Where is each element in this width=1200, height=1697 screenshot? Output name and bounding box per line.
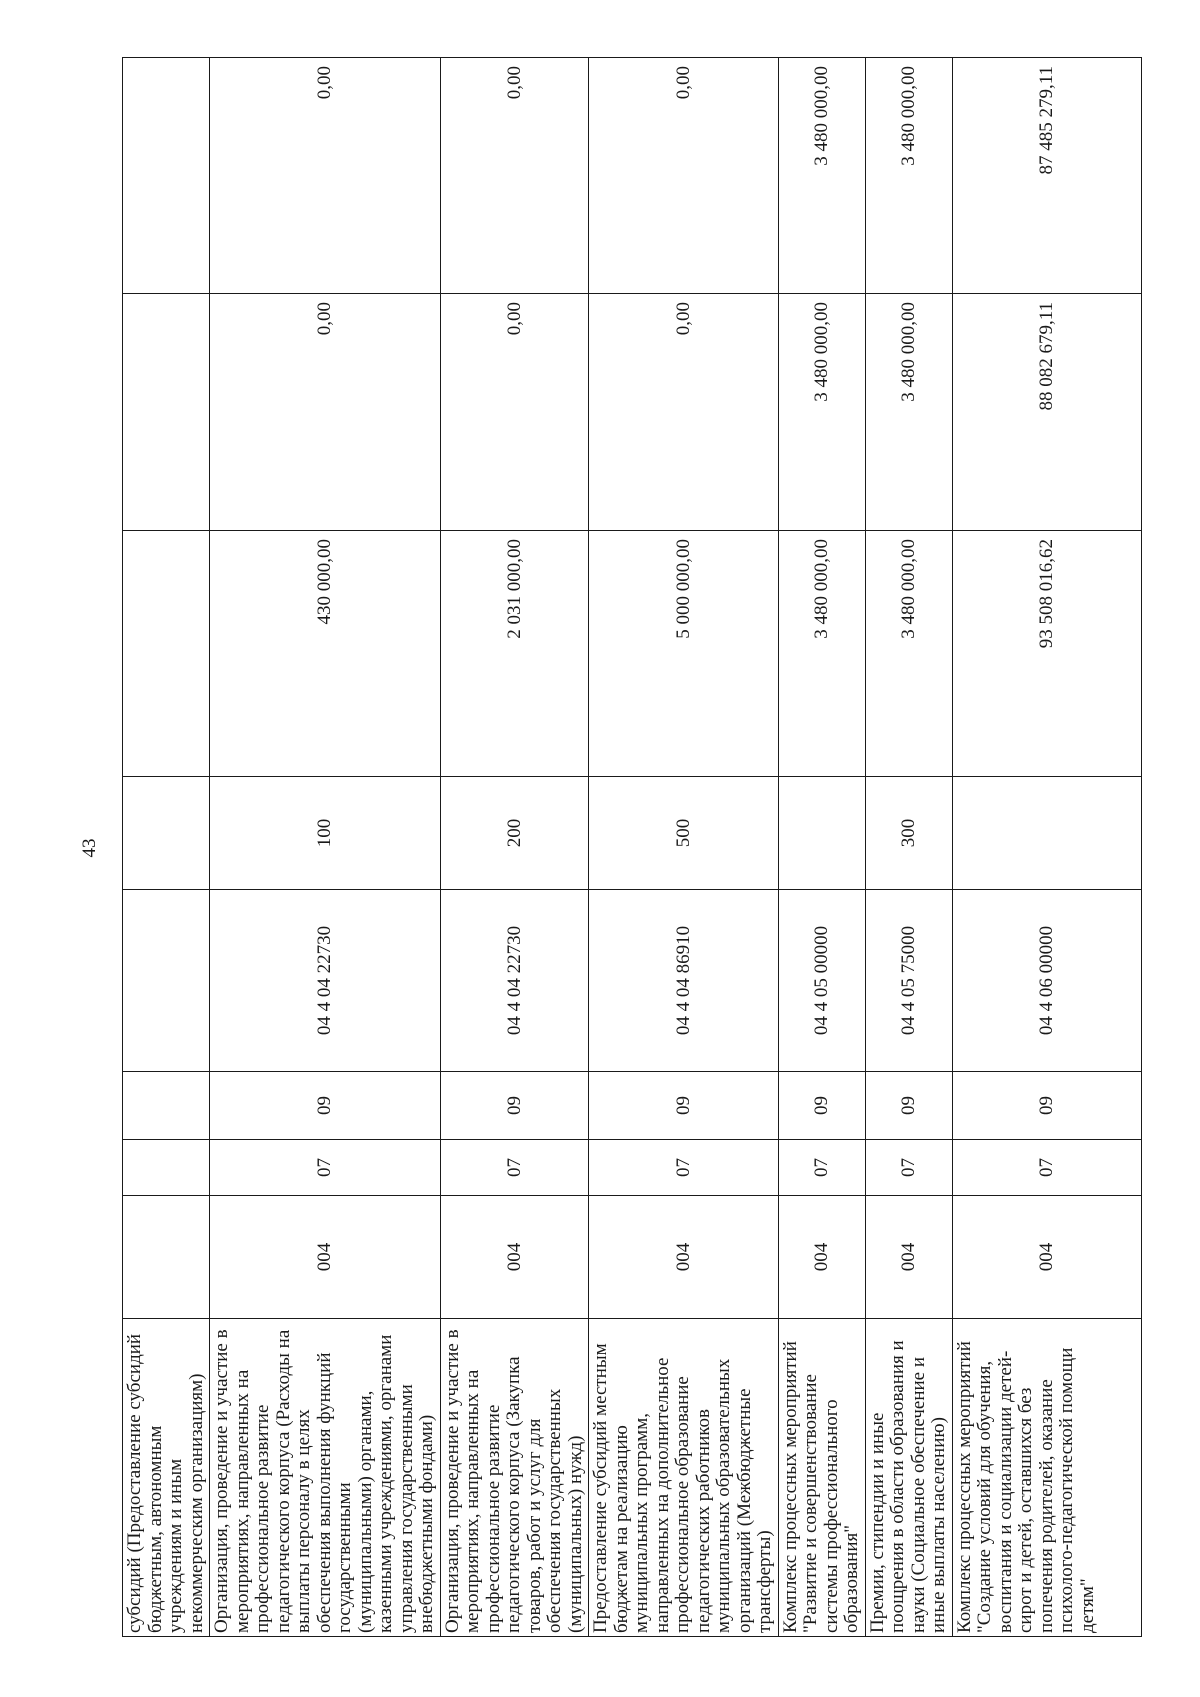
amount-year3-cell: 87 485 279,11 (952, 58, 1141, 294)
amount-year2-cell (123, 294, 210, 531)
dept-code-cell: 004 (210, 1196, 441, 1319)
dept-code-cell: 004 (952, 1196, 1141, 1319)
expense-type-cell: 500 (589, 777, 779, 890)
row-description: Комплекс процессных мероприятий "Развитие и совершенствование системы профессионального образования" (778, 1319, 865, 1637)
amount-year2-cell: 3 480 000,00 (865, 294, 952, 531)
dept-code-cell: 004 (440, 1196, 589, 1319)
table-row (952, 58, 1141, 1637)
dept-code-cell: 004 (865, 1196, 952, 1319)
row-description: Комплекс процессных мероприятий "Создание условий для обучения, воспитания и социализации детей-сирот и детей, оставшихся без попечения родителей, оказание психолого-педагогической помощи детям" (952, 1319, 1141, 1637)
section-code-cell: 07 (952, 1140, 1141, 1196)
amount-year1-cell: 3 480 000,00 (778, 531, 865, 777)
table-row (440, 58, 589, 1637)
page-number: 43 (79, 838, 100, 858)
budget-table-rotated (122, 58, 1098, 1637)
target-article-cell: 04 4 05 75000 (865, 890, 952, 1072)
target-article-cell (123, 890, 210, 1072)
row-description: Предоставление субсидий местным бюджетам на реализацию муниципальных программ, направленных на дополнительное профессиональное образование педагогических работников муниципальных образовательных организаций (Межбюджетные трансферты) (589, 1319, 779, 1637)
dept-code-cell: 004 (589, 1196, 779, 1319)
amount-year2-cell: 3 480 000,00 (778, 294, 865, 531)
row-description: Организация, проведение и участие в мероприятиях, направленных на профессиональное развитие педагогического корпуса (Расходы на выплаты персоналу в целях обеспечения выполнения функций государственными (муниципальными) органами, казенными учреждениями, органами управления государственными внебюджетными фондами) (210, 1319, 441, 1637)
target-article-cell: 04 4 04 22730 (440, 890, 589, 1072)
section-code-cell: 07 (589, 1140, 779, 1196)
target-article-cell: 04 4 04 86910 (589, 890, 779, 1072)
expense-type-cell (952, 777, 1141, 890)
dept-code-cell: 004 (778, 1196, 865, 1319)
table-row (778, 58, 865, 1637)
table-row (589, 58, 779, 1637)
amount-year2-cell: 88 082 679,11 (952, 294, 1141, 531)
amount-year1-cell: 3 480 000,00 (865, 531, 952, 777)
expense-type-cell (778, 777, 865, 890)
table-row (123, 58, 210, 1637)
row-description: Организация, проведение и участие в мероприятиях, направленных на профессиональное развитие педагогического корпуса (Закупка товаров, работ и услуг для обеспечения государственных (муниципальных) нужд) (440, 1319, 589, 1637)
amount-year3-cell (123, 58, 210, 294)
target-article-cell: 04 4 05 00000 (778, 890, 865, 1072)
section-code-cell (123, 1140, 210, 1196)
expense-type-cell: 100 (210, 777, 441, 890)
subsection-code-cell (123, 1072, 210, 1140)
amount-year3-cell: 0,00 (589, 58, 779, 294)
subsection-code-cell: 09 (865, 1072, 952, 1140)
subsection-code-cell: 09 (952, 1072, 1141, 1140)
table-row (865, 58, 952, 1637)
amount-year3-cell: 0,00 (440, 58, 589, 294)
amount-year1-cell: 430 000,00 (210, 531, 441, 777)
amount-year3-cell: 3 480 000,00 (778, 58, 865, 294)
budget-table (122, 57, 1142, 1637)
subsection-code-cell: 09 (210, 1072, 441, 1140)
amount-year1-cell (123, 531, 210, 777)
amount-year3-cell: 3 480 000,00 (865, 58, 952, 294)
subsection-code-cell: 09 (440, 1072, 589, 1140)
amount-year1-cell: 2 031 000,00 (440, 531, 589, 777)
amount-year2-cell: 0,00 (210, 294, 441, 531)
amount-year3-cell: 0,00 (210, 58, 441, 294)
dept-code-cell (123, 1196, 210, 1319)
subsection-code-cell: 09 (778, 1072, 865, 1140)
table-row (210, 58, 441, 1637)
expense-type-cell: 300 (865, 777, 952, 890)
section-code-cell: 07 (865, 1140, 952, 1196)
subsection-code-cell: 09 (589, 1072, 779, 1140)
amount-year2-cell: 0,00 (440, 294, 589, 531)
section-code-cell: 07 (210, 1140, 441, 1196)
expense-type-cell (123, 777, 210, 890)
target-article-cell: 04 4 04 22730 (210, 890, 441, 1072)
amount-year1-cell: 5 000 000,00 (589, 531, 779, 777)
row-description: Премии, стипендии и иные поощрения в области образования и науки (Социальное обеспечение и иные выплаты населению) (865, 1319, 952, 1637)
section-code-cell: 07 (778, 1140, 865, 1196)
amount-year1-cell: 93 508 016,62 (952, 531, 1141, 777)
target-article-cell: 04 4 06 00000 (952, 890, 1141, 1072)
amount-year2-cell: 0,00 (589, 294, 779, 531)
section-code-cell: 07 (440, 1140, 589, 1196)
row-description: субсидий (Предоставление субсидий бюджетным, автономным учреждениям и иным некоммерческим организациям) (123, 1319, 210, 1637)
expense-type-cell: 200 (440, 777, 589, 890)
